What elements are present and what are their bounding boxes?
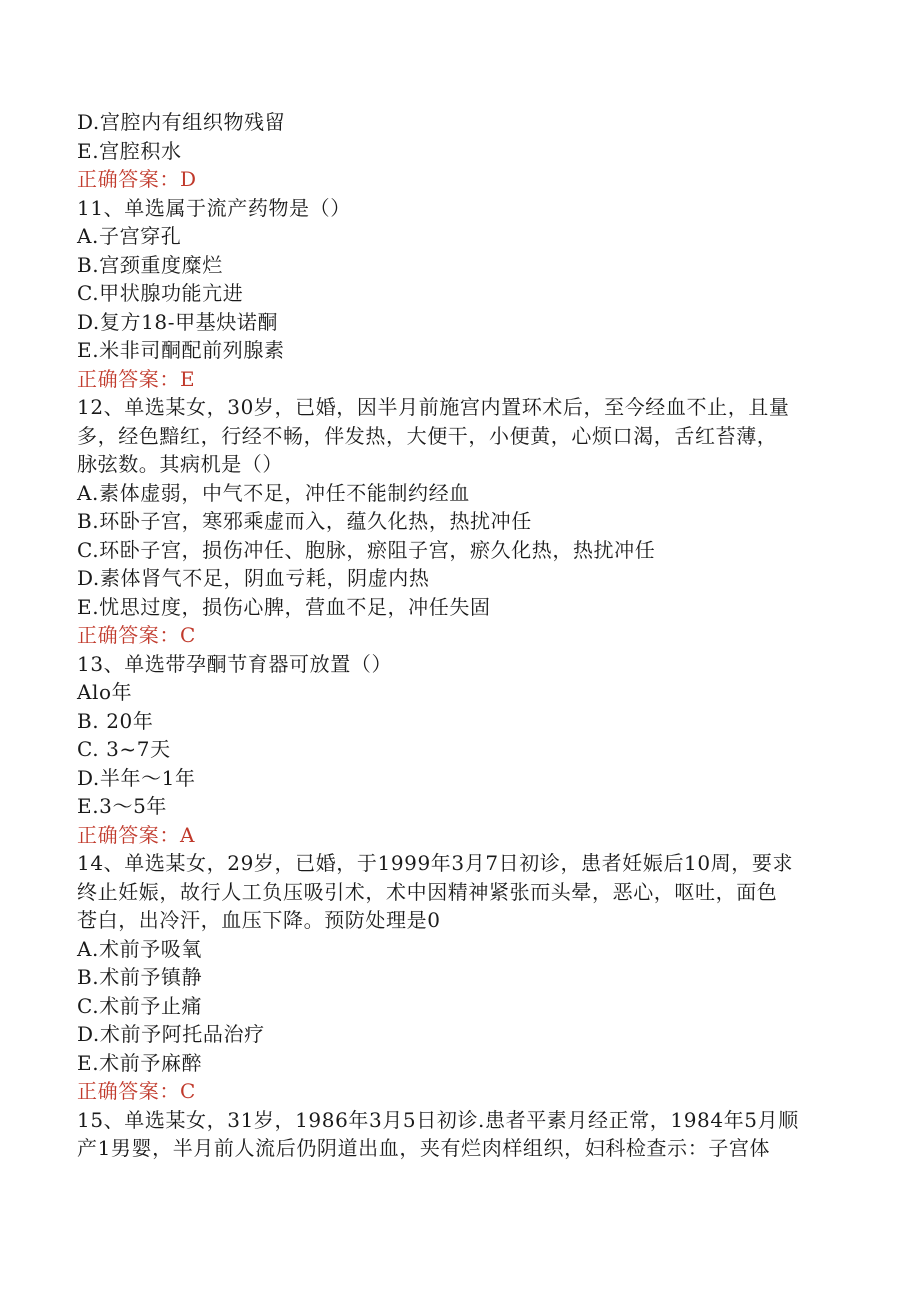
option-b: B. 20年 — [77, 708, 154, 733]
option-a: A.子宫穿孔 — [77, 224, 182, 248]
option-c: C.甲状腺功能亢进 — [77, 281, 244, 305]
correct-answer: 正确答案：C — [77, 1079, 196, 1103]
option-e: E.忧思过度，损伤心脾，营血不足，冲任失固 — [77, 594, 491, 619]
correct-answer: 正确答案：A — [77, 822, 196, 847]
option-e: E.宫腔积水 — [77, 138, 182, 163]
correct-answer: 正确答案：D — [77, 167, 197, 191]
question-stem: 13、单选带孕酮节育器可放置（） — [77, 651, 393, 676]
option-e: E.术前予麻醉 — [77, 1050, 203, 1075]
question-stem: 11、单选属于流产药物是（） — [77, 195, 351, 220]
correct-answer: 正确答案：C — [77, 623, 196, 647]
option-c: C.环卧子宫，损伤冲任、胞脉，瘀阻子宫，瘀久化热，热扰冲任 — [77, 537, 656, 562]
question-stem-line: 12、单选某女，30岁，已婚，因半月前施宫内置环术后，至今经血不止，且量 — [77, 395, 790, 419]
option-b: B.术前予镇静 — [77, 965, 203, 989]
correct-answer: 正确答案：E — [77, 366, 196, 391]
option-c: C.术前予止痛 — [77, 993, 203, 1018]
question-stem-line: 脉弦数。其病机是（） — [77, 452, 283, 476]
option-d: D.半年～1年 — [77, 765, 196, 790]
option-a: A.素体虚弱，中气不足，冲任不能制约经血 — [77, 480, 470, 505]
option-b: B.宫颈重度糜烂 — [77, 252, 223, 277]
question-stem-line: 苍白，出冷汗，血压下降。预防处理是0 — [77, 908, 441, 932]
option-e: E.米非司酮配前列腺素 — [77, 338, 285, 362]
question-stem-line: 14、单选某女，29岁，已婚，于1999年3月7日初诊，患者妊娠后10周，要求 — [77, 851, 794, 875]
question-stem-line: 终止妊娠，故行人工负压吸引术，术中因精神紧张而头晕，恶心，呕吐，面色 — [77, 879, 778, 904]
option-d: D.术前予阿托品治疗 — [77, 1022, 265, 1046]
question-stem-line: 产1男婴，半月前人流后仍阴道出血，夹有烂肉样组织，妇科检查示：子宫体 — [77, 1136, 771, 1160]
option-d: D.宫腔内有组织物残留 — [77, 110, 286, 134]
option-b: B.环卧子宫，寒邪乘虚而入，蕴久化热，热扰冲任 — [77, 509, 532, 533]
question-stem-line: 多，经色黯红，行经不畅，伴发热，大便干，小便黄，心烦口渴，舌红苔薄， — [77, 423, 778, 448]
option-d: D.素体肾气不足，阴血亏耗，阴虚内热 — [77, 566, 430, 590]
option-d: D.复方18-甲基炔诺酮 — [77, 309, 279, 334]
option-a: Alo年 — [77, 680, 133, 704]
option-a: A.术前予吸氧 — [77, 936, 203, 961]
question-stem-line: 15、单选某女，31岁，1986年3月5日初诊.患者平素月经正常，1984年5月顺 — [77, 1107, 799, 1132]
option-e: E.3～5年 — [77, 794, 168, 818]
option-c: C. 3~7天 — [77, 737, 171, 761]
question-list — [77, 108, 847, 1163]
